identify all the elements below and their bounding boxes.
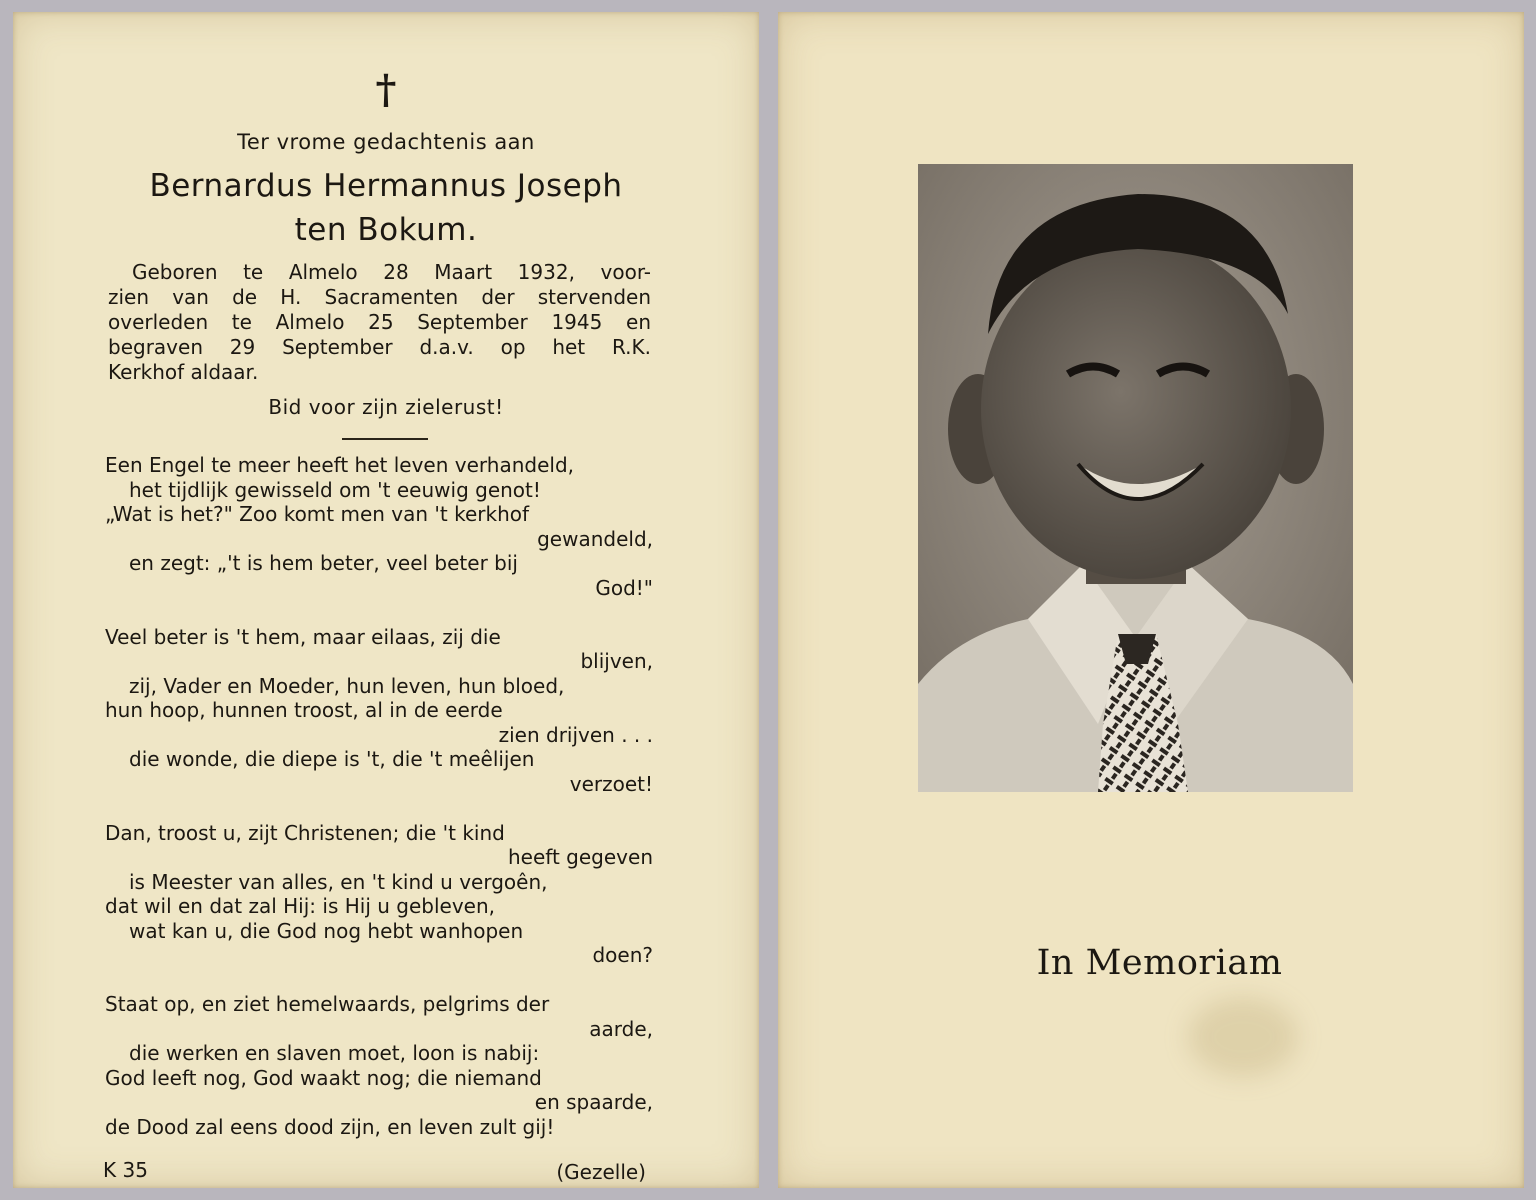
poem-line: verzoet!	[569, 771, 653, 796]
biography-line: begraven 29 September d.a.v. op het R.K.	[108, 335, 651, 359]
cross-icon: †	[375, 66, 397, 113]
biography-line: overleden te Almelo 25 September 1945 en	[108, 310, 651, 334]
poem-line: de Dood zal eens dood zijn, en leven zult gij!	[105, 1114, 555, 1139]
card-code: K 35	[103, 1158, 148, 1182]
poem-line: Dan, troost u, zijt Christenen; die 't kind	[105, 820, 505, 845]
poem-stanza	[105, 625, 653, 797]
poem-line: dat wil en dat zal Hij: is Hij u gebleven,	[105, 894, 495, 918]
poem-line: hun hoop, hunnen troost, al in de eerde	[105, 698, 503, 722]
biography	[108, 260, 651, 385]
poem-stanza	[105, 992, 653, 1139]
poem-line: Een Engel te meer heeft het leven verhandeld,	[105, 453, 574, 477]
paper-stain	[1188, 997, 1298, 1077]
biography-line: zien van de H. Sacramenten der stervenden	[108, 285, 651, 309]
memoriam-title: In Memoriam	[1036, 943, 1283, 983]
poem-author: (Gezelle)	[556, 1160, 646, 1184]
prayer-card-photo-side	[778, 12, 1524, 1188]
poem-line: is Meester van alles, en 't kind u vergoên,	[129, 869, 548, 894]
portrait-photo	[918, 164, 1353, 792]
poem-line: die wonde, die diepe is 't, die 't meêlijen	[129, 747, 535, 771]
biography-line: Geboren te Almelo 28 Maart 1932, voor-	[132, 260, 651, 284]
poem-line: „Wat is het?" Zoo komt men van 't kerkhof	[105, 502, 530, 526]
poem-line: zien drijven . . .	[498, 722, 653, 747]
biography-line: Kerkhof aldaar.	[108, 360, 259, 384]
portrait-illustration	[918, 164, 1353, 792]
poem-stanza	[105, 821, 653, 968]
poem-line: en zegt: „'t is hem beter, veel beter bij	[129, 551, 518, 575]
deceased-surname: ten Bokum.	[294, 212, 478, 248]
poem-line: die werken en slaven moet, loon is nabij:	[129, 1041, 540, 1065]
deceased-name: Bernardus Hermannus Joseph	[149, 168, 623, 204]
divider	[342, 438, 428, 440]
poem-line: God!"	[595, 575, 653, 600]
prayer-card-text-side	[13, 12, 759, 1188]
poem-line: het tijdlijk gewisseld om 't eeuwig genot!	[129, 477, 541, 502]
poem-line: aarde,	[589, 1016, 653, 1041]
poem-line: en spaarde,	[534, 1090, 653, 1114]
poem	[105, 453, 653, 1164]
poem-line: Staat op, en ziet hemelwaards, pelgrims der	[105, 992, 550, 1016]
poem-line: heeft gegeven	[508, 845, 653, 869]
poem-line: zij, Vader en Moeder, hun leven, hun bloed,	[129, 673, 565, 698]
poem-line: blijven,	[580, 649, 653, 673]
dedication-line: Ter vrome gedachtenis aan	[237, 130, 535, 154]
poem-line: wat kan u, die God nog hebt wanhopen	[129, 918, 524, 943]
poem-stanza	[105, 453, 653, 600]
prayer-request: Bid voor zijn zielerust!	[268, 395, 504, 419]
poem-line: Veel beter is 't hem, maar eilaas, zij die	[105, 624, 501, 649]
poem-line: doen?	[592, 943, 653, 967]
poem-line: gewandeld,	[537, 526, 653, 551]
poem-line: God leeft nog, God waakt nog; die niemand	[105, 1065, 542, 1090]
